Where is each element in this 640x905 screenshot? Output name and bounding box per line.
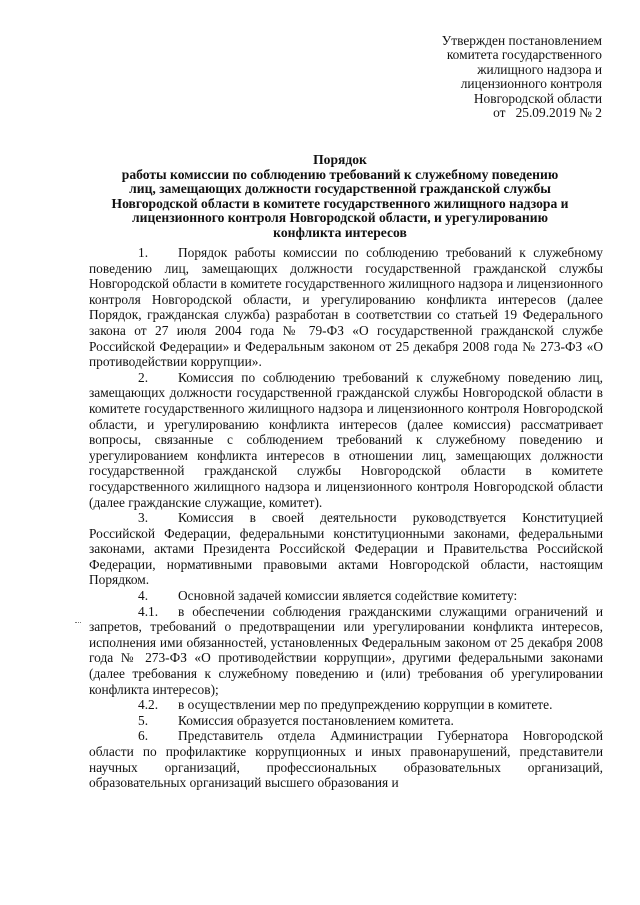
title-line: конфликта интересов xyxy=(273,224,407,240)
paragraph-number: 4.1. xyxy=(138,603,159,619)
paragraph-6 xyxy=(89,728,603,790)
title-line: Новгородской области в комитете государственного жилищного надзора и xyxy=(111,195,569,211)
paragraph-number: 4. xyxy=(138,588,149,604)
approval-line: лицензионного контроля xyxy=(460,76,602,92)
title-line: лиц, замещающих должности государственной гражданской службы xyxy=(129,181,551,197)
title-heading: Порядок xyxy=(313,152,367,167)
approval-line: Новгородской области xyxy=(473,90,602,106)
paragraph-number: 4.2. xyxy=(138,697,159,713)
approval-line: Утвержден постановлением xyxy=(441,33,602,48)
title-line: лицензионного контроля Новгородской области, и урегулированию xyxy=(132,210,548,226)
paragraph-text: Комиссия в своей деятельности руководствуется Конституцией Российской Федерации, федеральными конституционными законами, федеральными законами, актами Президента Российской Федерации и Правительства Российской Федерации, нормативными правовыми актами Новгородской области, настоящим Порядком. xyxy=(89,510,603,588)
paragraph-1 xyxy=(89,245,603,370)
paragraph-text: Основной задачей комиссии является содействие комитету: xyxy=(178,588,518,604)
paragraph-text: Комиссия образуется постановлением комитета. xyxy=(178,712,454,728)
paragraph-4-2 xyxy=(89,697,603,713)
paragraph-text: Представитель отдела Администрации Губернатора Новгородской области по профилактике коррупционных и иных правонарушений, представители научных организаций, профессиональных образовательных организаций, образовательных организаций высшего образования и xyxy=(89,728,603,791)
paragraph-text: в осуществлении мер по предупреждению коррупции в комитете. xyxy=(178,697,553,713)
paragraph-number: 1. xyxy=(138,245,149,260)
approval-line: комитета государственного xyxy=(446,47,602,63)
margin-mark xyxy=(75,622,81,625)
approval-date-line: от 25.09.2019 № 2 xyxy=(493,105,602,121)
paragraph-number: 6. xyxy=(138,728,149,744)
paragraph-number: 3. xyxy=(138,510,149,526)
paragraph-text: Комиссия по соблюдению требований к служебному поведению лиц, замещающих должности государственной гражданской службы Новгородской области в комитете государственного жилищного надзора и лицензионного контроля Новгородской области, и урегулированию конфликта интересов (далее комиссия) рассматривает вопросы, связанные с соблюдением требований к служебному поведению и урегулированием конфликта интересов в отношении лиц, замещающих должности государственной гражданской службы Новгородской области в комитете государственного жилищного надзора и лицензионного контроля Новгородской области (далее гражданские служащие, комитет). xyxy=(89,369,603,510)
paragraph-3 xyxy=(89,510,603,588)
paragraph-4-1 xyxy=(89,604,603,698)
document-body xyxy=(89,245,603,791)
paragraph-text: в обеспечении соблюдения гражданскими служащими ограничений и запретов, требований о предотвращении или урегулировании конфликта интересов, исполнения ими обязанностей, установленных Федеральным законом от 25 декабря 2008 года № 273-ФЗ «О противодействии коррупции», другими федеральными законами (далее требования к служебному поведению и (или) требования об урегулировании конфликта интересов); xyxy=(89,603,603,697)
paragraph-number: 5. xyxy=(138,712,149,728)
paragraph-5 xyxy=(89,713,603,729)
document-title xyxy=(80,153,600,241)
paragraph-2 xyxy=(89,370,603,510)
approval-stamp xyxy=(370,34,602,120)
approval-line: жилищного надзора и xyxy=(477,61,602,77)
paragraph-number: 2. xyxy=(138,369,149,385)
paragraph-text: Порядок работы комиссии по соблюдению требований к служебному поведению лиц, замещающих должности государственной гражданской службы Новгородской области в комитете государственного жилищного надзора и лицензионного контроля Новгородской области, и урегулированию конфликта интересов (далее Порядок, гражданская служба) разработан в соответствии со статьей 19 Федерального закона от 27 июля 2004 года № 79-ФЗ «О государственной гражданской службе Российской Федерации» и Федеральным законом от 25 декабря 2008 года № 273-ФЗ «О противодействии коррупции». xyxy=(89,245,603,370)
paragraph-4 xyxy=(89,588,603,604)
title-line: работы комиссии по соблюдению требований к служебному поведению xyxy=(121,166,559,182)
